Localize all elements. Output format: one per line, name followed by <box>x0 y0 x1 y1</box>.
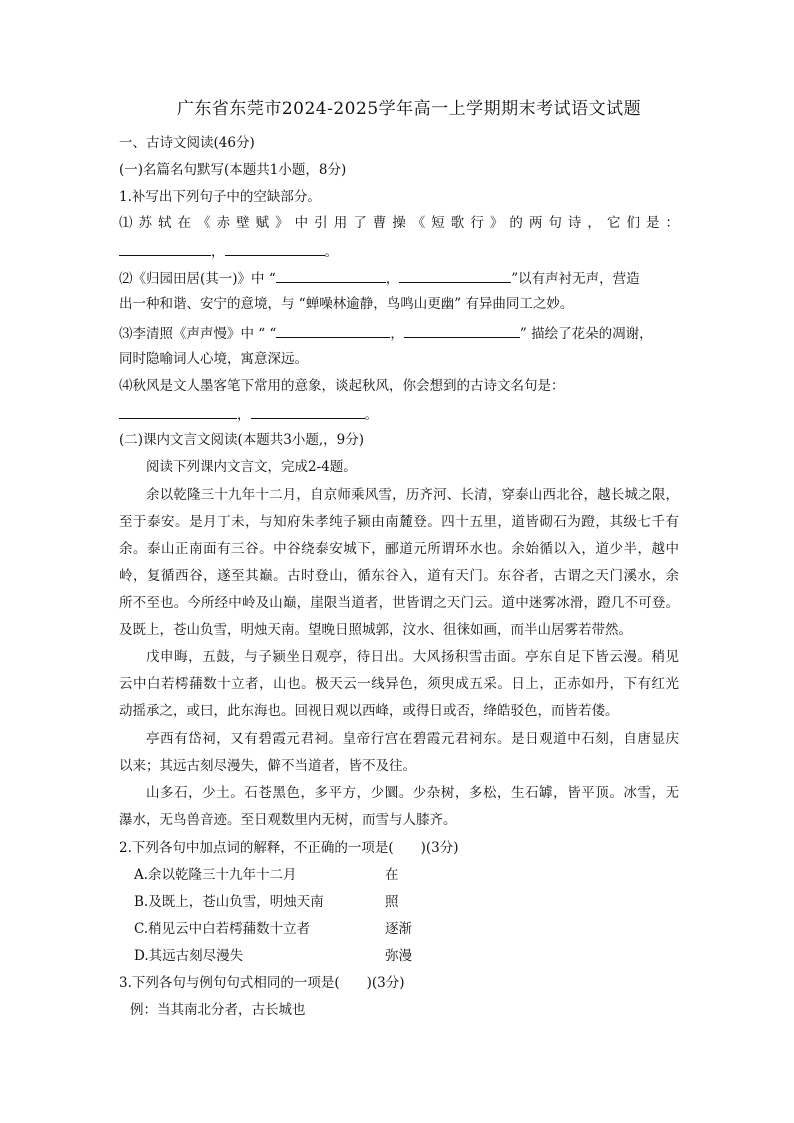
passage-line: 所不至也。今所经中岭及山巅，崖限当道者，世皆谓之天门云。道中迷雾冰滑，蹬几不可登。 <box>119 595 679 611</box>
question-1: 1.补写出下列句子中的空缺部分。 <box>119 189 321 205</box>
question-1-1: ⑴ 苏 轼 在 《 赤 壁 赋 》 中 引 用 了 曹 操 《 短 歌 行 》 的 两 句 诗 ， 它 们 是 ： <box>119 215 679 231</box>
question-1-4: ⑷秋风是文人墨客笔下常用的意象，谈起秋风，你会想到的古诗文名句是： <box>119 378 565 394</box>
passage-line: 瀑水，无鸟兽音迹。至日观数里内无树，而雪与人膝齐。 <box>119 812 457 828</box>
answer-blank[interactable] <box>251 404 365 419</box>
answer-blank[interactable] <box>404 323 520 338</box>
passage-line: 云中白若樗蒱数十立者，山也。极天云一线异色，须臾成五采。日上，正赤如丹，下有红光 <box>119 676 679 692</box>
answer-blank[interactable] <box>276 268 386 283</box>
passage-line: 及既上，苍山负雪，明烛天南。望晚日照城郭，汶水、徂徕如画，而半山居雾若带然。 <box>119 622 632 638</box>
passage-line: 山多石，少土。石苍黑色，多平方，少圜。少杂树，多松，生石罅，皆平顶。冰雪，无 <box>146 785 679 801</box>
answer-blank[interactable] <box>119 404 237 419</box>
instruction: 阅读下列课内文言文，完成2-4题。 <box>146 459 357 475</box>
question-3-example: 例：当其南北分者，古长城也 <box>130 1002 306 1018</box>
answer-line-1-1: ， 。 <box>119 241 338 261</box>
option-b-text: B.及既上，苍山负雪，明烛天南 <box>134 894 324 910</box>
passage-line: 余以乾隆三十九年十二月，自京师乘风雪，历齐河、长清，穿泰山西北谷，越长城之限， <box>146 487 679 503</box>
passage-line: 动摇承之，或曰，此东海也。回视日观以西峰，或得日或否，绛皓驳色，而皆若偻。 <box>119 703 619 719</box>
option-c-answer: 逐渐 <box>385 921 412 937</box>
passage-line: 岭，复循西谷，遂至其巅。古时登山，循东谷入，道有天门。东谷者，古谓之天门溪水，余 <box>119 568 679 584</box>
question-1-3-cont: 同时隐喻词人心境，寓意深远。 <box>119 351 308 367</box>
answer-line-1-4: ， 。 <box>119 404 378 424</box>
option-c-text: C.稍见云中白若樗蒱数十立者 <box>134 921 311 937</box>
answer-blank[interactable] <box>225 241 325 256</box>
subsection-heading: (一)名篇名句默写(本题共1小题，8分) <box>119 162 347 178</box>
question-1-3: ⑶李清照《声声慢》中 “ “ ， ” 描绘了花朵的凋谢， <box>119 323 653 343</box>
option-a-answer: 在 <box>385 867 399 883</box>
question-1-2: ⑵《归园田居(其一)》中 “ ， ”以有声衬无声，营造 <box>119 268 640 288</box>
passage-line: 以来；其远古刻尽漫失，僻不当道者，皆不及往。 <box>119 758 416 774</box>
option-d-answer: 弥漫 <box>385 948 412 964</box>
answer-blank[interactable] <box>276 323 390 338</box>
passage-line: 至于泰安。是月丁未，与知府朱孝纯子颍由南麓登。四十五里，道皆砌石为蹬，其级七千有 <box>119 514 679 530</box>
passage-line: 戊申晦，五鼓，与子颍坐日观亭，待日出。大风扬积雪击面。亭东自足下皆云漫。稍见 <box>146 649 679 665</box>
passage-line: 亭西有岱祠，又有碧霞元君祠。皇帝行宫在碧霞元君祠东。是日观道中石刻，自唐显庆 <box>146 731 679 747</box>
answer-blank[interactable] <box>399 268 511 283</box>
answer-blank[interactable] <box>119 241 211 256</box>
section-heading: 一、古诗文阅读(46分) <box>119 135 255 151</box>
question-1-2-cont: 出一种和谐、安宁的意境，与 “蝉噪林逾静，鸟鸣山更幽” 有异曲同工之妙。 <box>119 296 574 312</box>
option-d-text: D.其远古刻尽漫失 <box>134 948 244 964</box>
option-a-text: A.余以乾隆三十九年十二月 <box>134 867 297 883</box>
question-3: 3.下列各句与例句句式相同的一项是( )(3分) <box>119 975 405 991</box>
page-title: 广东省东莞市2024-2025学年高一上学期期末考试语文试题 <box>176 99 642 119</box>
passage-line: 余。泰山正南面有三谷。中谷绕泰安城下，郦道元所谓环水也。余始循以入，道少半，越中 <box>119 541 679 557</box>
option-b-answer: 照 <box>385 894 399 910</box>
subsection-heading: (二)课内文言文阅读(本题共3小题,，9分) <box>119 432 365 448</box>
question-2: 2.下列各句中加点词的解释，不正确的一项是( )(3分) <box>119 840 459 856</box>
